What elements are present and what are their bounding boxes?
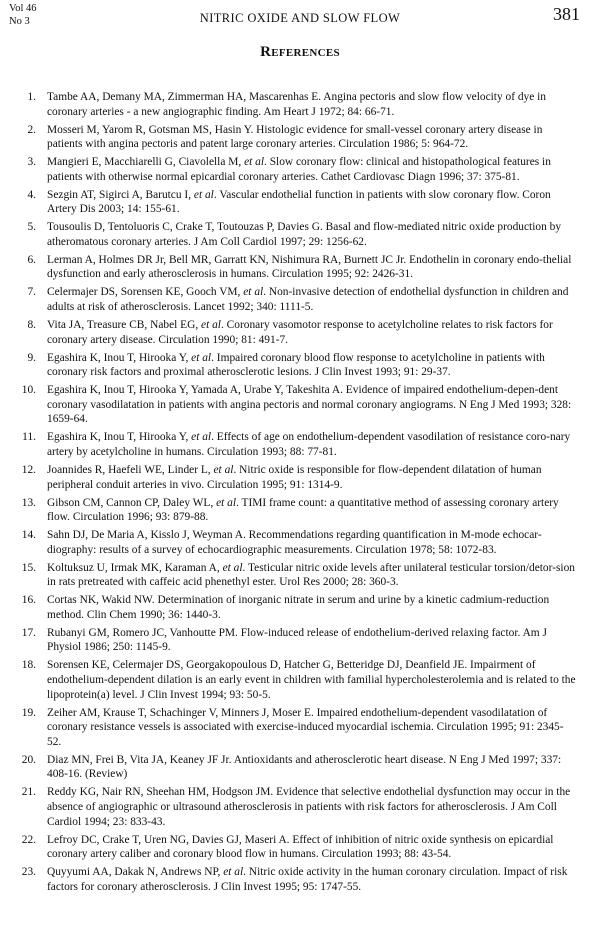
reference-text: Joannides R, Haefeli WE, Linder L, et al. Nitric oxide is responsible for flow-dependent dilatation of human peripheral conduit arteries in vivo. Circulation 1995; 91: 1314-9.	[47, 463, 542, 491]
reference-item	[0, 753, 600, 782]
reference-number: 3.	[27, 156, 36, 169]
reference-item	[0, 220, 600, 249]
reference-item	[0, 626, 600, 655]
reference-item	[0, 706, 600, 750]
reference-item	[0, 833, 600, 862]
reference-item	[0, 430, 600, 459]
reference-text: Lefroy DC, Crake T, Uren NG, Davies GJ, Maseri A. Effect of inhibition of nitric oxide synthesis on epicardial coronary artery caliber and coronary blood flow in humans. Circulation 1993; 88: 43-54.	[47, 833, 554, 861]
reference-number: 18.	[21, 659, 36, 672]
reference-item	[0, 463, 600, 492]
reference-item	[0, 285, 600, 314]
reference-number: 10.	[21, 384, 36, 397]
reference-text: Tambe AA, Demany MA, Zimmerman HA, Mascarenhas E. Angina pectoris and slow flow velocity of dye in coronary arteries - a new angiographic finding. Am Heart J 1972; 84: 66-71.	[47, 91, 547, 118]
reference-text: Tousoulis D, Tentoluoris C, Crake T, Toutouzas P, Davies G. Basal and flow-mediated nitric oxide production by atheromatous coronary arteries. J Am Coll Cardiol 1997; 29: 1256-62.	[47, 221, 562, 248]
reference-number: 14.	[21, 529, 36, 542]
reference-number: 7.	[27, 286, 36, 299]
reference-number: 9.	[27, 351, 36, 364]
reference-text: Diaz MN, Frei B, Vita JA, Keaney JF Jr. Antioxidants and atherosclerotic heart disease. N Eng J Med 1997; 337: 408-16. (Review)	[47, 753, 562, 781]
reference-number: 20.	[21, 753, 36, 766]
reference-number: 12.	[21, 463, 36, 476]
reference-text: Koltuksuz U, Irmak MK, Karaman A, et al. Testicular nitric oxide levels after unilateral testicular torsion/detor-sion in rats pretreated with caffeic acid phenethyl ester. Urol Res 2000; 28: 360-3.	[47, 561, 575, 589]
reference-text: Quyyumi AA, Dakak N, Andrews NP, et al. Nitric oxide activity in the human coronary circulation. Impact of risk factors for coronary atherosclerosis. J Clin Invest 1995; 95: 1747-55.	[47, 866, 568, 893]
reference-item	[0, 253, 600, 282]
reference-number: 1.	[27, 91, 36, 103]
reference-item	[0, 528, 600, 557]
reference-text: Egashira K, Inou T, Hirooka Y, et al. Impaired coronary blood flow response to acetylcholine in patients with coronary risk factors and proximal atherosclerotic lesions. J Clin Invest 1993; 91: 29-37.	[47, 351, 545, 379]
reference-item	[0, 90, 600, 119]
reference-item	[0, 496, 600, 525]
reference-number: 8.	[27, 319, 36, 332]
reference-number: 11.	[22, 431, 36, 444]
reference-item	[0, 593, 600, 622]
section-heading: References	[260, 44, 340, 60]
reference-number: 13.	[21, 496, 36, 509]
reference-item	[0, 123, 600, 152]
reference-number: 19.	[21, 706, 36, 719]
reference-item	[0, 865, 600, 894]
reference-text: Rubanyi GM, Romero JC, Vanhoutte PM. Flow-induced release of endothelium-derived relaxing factor. Am J Physiol 1986; 250: 1145-9.	[47, 626, 547, 654]
reference-text: Sezgin AT, Sigirci A, Barutcu I, et al. Vascular endothelial function in patients with slow coronary flow. Coron Artery Dis 2003; 14: 155-61.	[47, 188, 551, 216]
reference-text: Celermajer DS, Sorensen KE, Gooch VM, et al. Non-invasive detection of endothelial dysfunction in children and adults at risk of atherosclerosis. Lancet 1992; 340: 1111-5.	[47, 286, 569, 314]
reference-number: 17.	[21, 626, 36, 639]
reference-text: Egashira K, Inou T, Hirooka Y, Yamada A, Urabe Y, Takeshita A. Evidence of impaired endothelium-depen-dent coronary vasodilatation in patients with angina pectoris and normal coronary angiograms. N Eng J Med 1993; 328: 1659-64.	[47, 384, 572, 426]
reference-number: 4.	[27, 188, 36, 201]
reference-item	[0, 561, 600, 590]
reference-text: Mosseri M, Yarom R, Gotsman MS, Hasin Y. Histologic evidence for small-vessel coronary artery disease in patients with angina pectoris and patent large coronary arteries. Circulation 1986; 5: 964-72.	[47, 123, 543, 151]
reference-list	[0, 90, 600, 898]
reference-number: 6.	[27, 253, 36, 266]
reference-text: Reddy KG, Nair RN, Sheehan HM, Hodgson JM. Evidence that selective endothelial dysfunction may occur in the absence of angiographic or ultrasound atherosclerosis in patients with risk factors for atherosclerosis. J Am Coll Cardiol 1994; 23: 833-43.	[47, 786, 571, 828]
reference-number: 16.	[21, 594, 36, 607]
reference-number: 21.	[21, 786, 36, 799]
reference-text: Zeiher AM, Krause T, Schachinger V, Minners J, Moser E. Impaired endothelium-dependent vasodilatation of coronary resistance vessels is associated with exercise-induced myocardial ischemia. Circulation 1995; 91: 2345-52.	[47, 706, 564, 748]
reference-text: Mangieri E, Macchiarelli G, Ciavolella M, et al. Slow coronary flow: clinical and histopathological features in patients with otherwise normal epicardial coronary arteries. Cathet Cardiovasc Diagn 1996; 37: 375-81.	[47, 156, 551, 183]
reference-text: Sahn DJ, De Maria A, Kisslo J, Weyman A. Recommendations regarding quantification in M-mode echocar-diography: results of a survey of echocardiographic measurements. Circulation 1978; 58: 1072-83.	[47, 529, 542, 556]
running-title: NITRIC OXIDE AND SLOW FLOW	[199, 11, 401, 25]
reference-item	[0, 383, 600, 427]
reference-text: Gibson CM, Cannon CP, Daley WL, et al. TIMI frame count: a quantitative method of assessing coronary artery flow. Circulation 1996; 93: 879-88.	[47, 496, 559, 524]
reference-text: Lerman A, Holmes DR Jr, Bell MR, Garratt KN, Nishimura RA, Burnett JC Jr. Endothelin in coronary endo-thelial dysfunction and early atherosclerosis in humans. Circulation 1995; 92: 2426-31.	[47, 253, 572, 281]
reference-number: 22.	[21, 833, 36, 846]
reference-number: 15.	[21, 561, 36, 574]
reference-item	[0, 351, 600, 380]
reference-item	[0, 155, 600, 184]
reference-number: 2.	[27, 123, 36, 136]
reference-item	[0, 188, 600, 217]
reference-item	[0, 318, 600, 347]
reference-text: Sorensen KE, Celermajer DS, Georgakopoulous D, Hatcher G, Betteridge DJ, Deanfield JE. Impairment of endothelium-dependent dilation is an early event in children with familial hypercholesterolemia and is related to the lipoprotein(a) level. J Clin Invest 1994; 93: 50-5.	[47, 659, 576, 701]
volume-label: Vol 46	[9, 3, 37, 14]
reference-text: Egashira K, Inou T, Hirooka Y, et al. Effects of age on endothelium-dependent vasodilation of resistance coro-nary artery by acetylcholine in humans. Circulation 1993; 88: 77-81.	[47, 431, 571, 458]
page-number: 381	[553, 4, 580, 24]
reference-text: Cortas NK, Wakid NW. Determination of inorganic nitrate in serum and urine by a kinetic cadmium-reduction method. Clin Chem 1990; 36: 1440-3.	[47, 594, 550, 621]
reference-number: 5.	[27, 221, 36, 234]
reference-number: 23.	[21, 866, 36, 879]
reference-item	[0, 658, 600, 702]
reference-item	[0, 785, 600, 829]
issue-label: No 3	[9, 16, 30, 27]
reference-text: Vita JA, Treasure CB, Nabel EG, et al. Coronary vasomotor response to acetylcholine relates to risk factors for coronary artery disease. Circulation 1990; 81: 491-7.	[47, 319, 553, 346]
